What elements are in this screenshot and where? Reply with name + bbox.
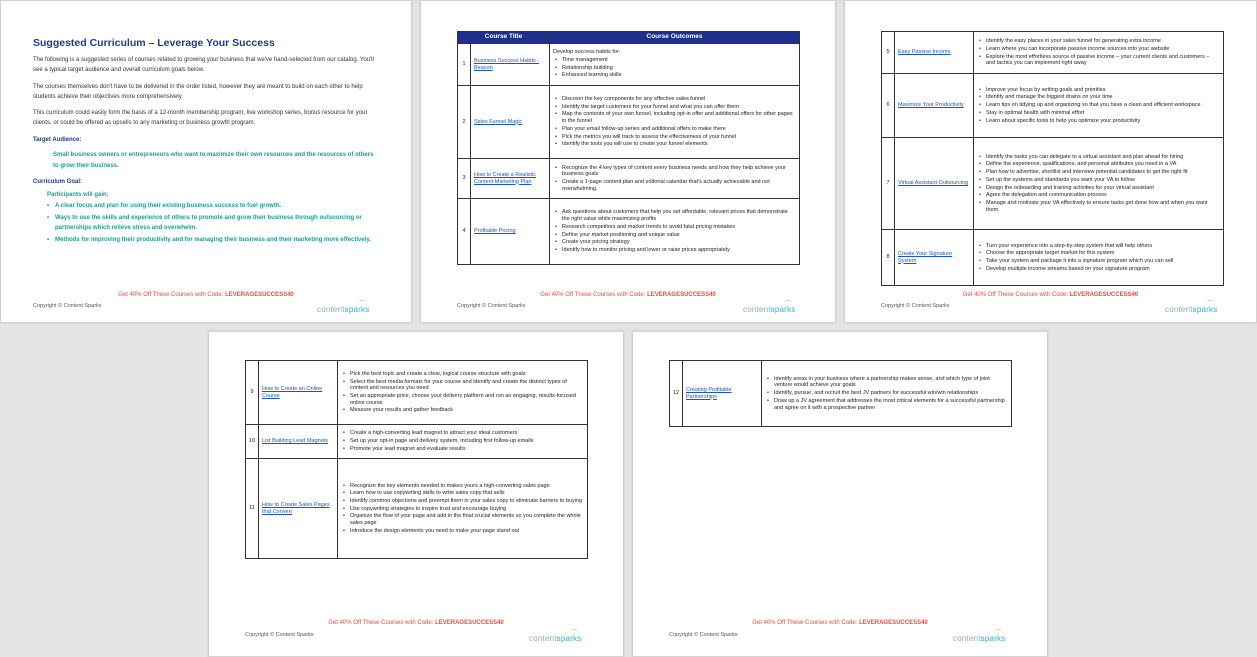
footer-text: sparks xyxy=(344,305,370,314)
outcome-item: • Identify areas in your business where a partnership makes sense, and which type of joint venture would achieve your goals xyxy=(765,376,1008,389)
course-outcomes xyxy=(974,32,1224,74)
content-sparks-logo xyxy=(529,634,581,643)
course-outcomes xyxy=(550,159,800,199)
course-outcomes xyxy=(550,44,800,86)
footer-text: sparks xyxy=(770,305,796,314)
outcome-item: • Research competitors and market trends to avoid fatal pricing mistakes xyxy=(553,224,796,231)
course-table xyxy=(669,360,1012,427)
course-title-link[interactable]: Create Your Signature System xyxy=(895,230,974,286)
course-number: 1 xyxy=(458,44,471,86)
outcome-item: • Map the contents of your own funnel, including opt-in offer and additional offers for other pages in the funnel xyxy=(553,111,796,124)
promo-code: LEVERAGESUCCESS40 xyxy=(435,620,504,626)
table-row xyxy=(458,159,800,199)
course-outcomes xyxy=(338,425,588,459)
promo-code: LEVERAGESUCCESS40 xyxy=(859,620,928,626)
outcome-item: • Enhanced learning skills xyxy=(553,72,796,79)
course-title-header: Course Title xyxy=(458,32,550,44)
spark-icon xyxy=(994,629,1002,633)
table-row xyxy=(882,74,1224,138)
course-title-link[interactable]: Profitable Pricing xyxy=(471,199,550,265)
goal-intro: Participants will gain: xyxy=(47,192,109,198)
course-number: 4 xyxy=(458,199,471,265)
footer-text: sparks xyxy=(980,634,1006,643)
copyright: Copyright © Content Sparks xyxy=(669,632,738,638)
outcome-item: • Introduce the design elements you need to make your page stand out xyxy=(341,528,584,535)
copyright: Copyright © Content Sparks xyxy=(245,632,314,638)
outcome-item: • Identify the tasks you can delegate to a virtual assistant and plan ahead for hiring xyxy=(977,154,1220,161)
course-title-link[interactable]: Maximize Your Productivity xyxy=(895,74,974,138)
course-title-link[interactable]: Easy Passive Income xyxy=(895,32,974,74)
course-outcomes xyxy=(974,138,1224,230)
outcome-item: • Learn how to use copywriting skills to write sales copy that sells xyxy=(341,490,584,497)
intro-paragraph-2: The courses themselves don't have to be delivered in the order listed, however they are meant to build on each other to help students achieve their objectives more comprehensively. xyxy=(33,84,363,100)
outcome-item: • Identify the target customers for your funnel and what you can offer them xyxy=(553,104,796,111)
curriculum-goal: • A clear focus and plan for using their existing business success to fuel growth. xyxy=(47,201,377,212)
curriculum-goal: • Methods for improving their productivity and for managing their business and their marketing more effectively. xyxy=(47,235,377,246)
table-row xyxy=(458,86,800,159)
outcome-item: • Promote your lead magnet and evaluate results xyxy=(341,446,584,453)
course-table xyxy=(245,360,588,559)
promo-footer xyxy=(209,620,623,626)
course-title-link[interactable]: Business Success Habits - Beacon xyxy=(471,44,550,86)
outcome-item: • Identify how to monitor pricing and lower or raise prices appropriately xyxy=(553,247,796,254)
footer-text: content xyxy=(1165,305,1193,314)
course-number: 8 xyxy=(882,230,895,286)
outcome-item: • Define your market positioning and unique value xyxy=(553,232,796,239)
promo-code: LEVERAGESUCCESS40 xyxy=(1069,292,1139,298)
promo-footer xyxy=(845,292,1256,298)
course-title-link[interactable]: Creating Profitable Partnerships xyxy=(683,361,762,427)
course-outcomes xyxy=(974,74,1224,138)
course-number: 2 xyxy=(458,86,471,159)
course-number: 7 xyxy=(882,138,895,230)
page-2 xyxy=(420,0,836,323)
footer-text: Get 40% Off These Courses with Code: xyxy=(540,292,646,298)
outcome-item: • Identify, pursue, and recruit the best JV partners for successful win/win relationships xyxy=(765,390,1008,397)
outcome-item: • Relationship building xyxy=(553,65,796,72)
course-outcomes xyxy=(974,230,1224,286)
page-5 xyxy=(632,331,1048,657)
footer-text: sparks xyxy=(556,634,582,643)
table-row xyxy=(458,199,800,265)
course-table xyxy=(457,31,800,265)
outcome-item: • Pick the metrics you will track to assess the effectiveness of your funnel xyxy=(553,134,796,141)
curriculum-goal-heading: Curriculum Goal: xyxy=(33,179,83,185)
outcome-item: • Recognize the 4 key types of content every business needs and how they help achieve your business goals xyxy=(553,165,796,178)
target-audience-text: Small business owners or entrepreneurs who want to maximize their own resources and the resources of others to grow their business. xyxy=(53,152,374,169)
promo-code: LEVERAGESUCCESS40 xyxy=(647,292,716,298)
promo-code: LEVERAGESUCCESS40 xyxy=(225,292,294,298)
content-sparks-logo xyxy=(953,634,1005,643)
course-outcomes xyxy=(762,361,1012,427)
course-number: 9 xyxy=(246,361,259,425)
outcomes-intro: Develop success habits for: xyxy=(553,49,621,56)
page-4 xyxy=(208,331,624,657)
footer-text: Get 40% Off These Courses with Code: xyxy=(752,620,858,626)
outcome-item: • Select the best media formats for your course and identify and create the distinct types of content and resources you need xyxy=(341,379,584,392)
course-number: 5 xyxy=(882,32,895,74)
course-outcomes xyxy=(550,86,800,159)
footer-text: content xyxy=(529,634,557,643)
footer-text: Get 40% Off These Courses with Code: xyxy=(328,620,434,626)
footer-text: Get 40% Off These Courses with Code: xyxy=(118,292,224,298)
copyright: Copyright © Content Sparks xyxy=(881,303,950,309)
curriculum-goal: • Ways to use the skills and experience of others to promote and grow their business through outsourcing or partnerships which relieve stress and overwhelm. xyxy=(47,213,377,234)
outcome-item: • Take your system and package it into a signature program which you can sell xyxy=(977,258,1220,265)
spark-icon xyxy=(570,629,578,633)
copyright: Copyright © Content Sparks xyxy=(33,303,102,309)
outcome-item: • Set up the systems and standards you want your VA to follow xyxy=(977,177,1220,184)
table-row xyxy=(882,138,1224,230)
outcome-item: • Set an appropriate price, choose your delivery platform and run an engaging, results-focused online course xyxy=(341,393,584,406)
page-1 xyxy=(0,0,412,323)
footer-text: content xyxy=(317,305,345,314)
course-outcomes xyxy=(338,361,588,425)
table-row xyxy=(670,361,1012,427)
course-title-link[interactable]: Sales Funnel Magic xyxy=(471,86,550,159)
table-row xyxy=(458,44,800,86)
outcome-item: • Ask questions about customers that help you set affordable, relevant prices that demonstrate the right value while maximizing profits xyxy=(553,209,796,222)
content-sparks-logo xyxy=(317,305,369,314)
outcome-item: • Stay in optimal health with minimal effort xyxy=(977,110,1220,117)
content-sparks-logo xyxy=(743,305,795,314)
promo-footer xyxy=(1,292,411,298)
course-number: 6 xyxy=(882,74,895,138)
outcome-item: • Turn your experience into a step-by-step system that will help others xyxy=(977,243,1220,250)
outcome-item: • Learn where you can incorporate passive income sources into your website xyxy=(977,46,1220,53)
course-table xyxy=(881,31,1224,286)
outcome-item: • Plan how to advertise, shortlist and interview potential candidates to get the right fit xyxy=(977,169,1220,176)
outcome-item: • Discover the key components for any effective sales funnel xyxy=(553,96,796,103)
footer-text: content xyxy=(743,305,771,314)
course-title-link[interactable]: List Building Lead Magnets xyxy=(259,425,338,459)
outcome-item: • Create a 1-page content plan and editorial calendar that's actually achievable and not overwhelming. xyxy=(553,179,796,192)
outcome-item: • Time management xyxy=(553,57,796,64)
outcome-item: • Measure your results and gather feedback xyxy=(341,407,584,414)
outcome-item: • Learn tips on tidying up and organizing so that you have a clean and efficient workspace xyxy=(977,102,1220,109)
outcome-item: • Identify and manage the biggest drains on your time xyxy=(977,94,1220,101)
outcome-item: • Organize the flow of your page and add in the final crucial elements so you complete the whole sales page xyxy=(341,513,584,526)
curriculum-goals-list xyxy=(47,201,377,246)
course-title-link[interactable]: How to Create an Online Course xyxy=(259,361,338,425)
table-row xyxy=(882,230,1224,286)
spark-icon xyxy=(358,300,366,304)
table-row xyxy=(246,425,588,459)
course-outcomes-header: Course Outcomes xyxy=(550,32,800,44)
outcome-item: • Create a high-converting lead magnet to attract your ideal customers xyxy=(341,430,584,437)
course-number: 3 xyxy=(458,159,471,199)
table-header-row xyxy=(458,32,800,44)
promo-footer xyxy=(633,620,1047,626)
course-number: 10 xyxy=(246,425,259,459)
footer-text: Get 40% Off These Courses with Code: xyxy=(962,292,1068,298)
page-3 xyxy=(844,0,1257,323)
outcome-item: • Manage and motivate your VA effectively to ensure tasks get done how and when you want them xyxy=(977,200,1220,213)
table-row xyxy=(246,361,588,425)
outcome-item: • Learn about specific tools to help you optimize your productivity xyxy=(977,118,1220,125)
course-title-link[interactable]: How to Create Sales Pages that Convert xyxy=(259,459,338,559)
content-sparks-logo xyxy=(1165,305,1217,314)
outcome-item: • Develop multiple income streams based on your signature program xyxy=(977,266,1220,273)
outcome-item: • Identify the tools you will use to create your funnel elements xyxy=(553,141,796,148)
footer-text: sparks xyxy=(1192,305,1218,314)
copyright: Copyright © Content Sparks xyxy=(457,303,526,309)
outcome-item: • Identify the easy places in your sales funnel for generating extra income xyxy=(977,38,1220,45)
course-outcomes xyxy=(550,199,800,265)
course-outcomes xyxy=(338,459,588,559)
outcome-item: • Pick the best topic and create a clear, logical course structure with goals xyxy=(341,371,584,378)
intro-paragraph-3: This curriculum could easily form the basis of a 12-month membership program, live workshop series, bonus resource for your clients, or could be offered as upsells to any marketing or business growth program. xyxy=(33,110,368,126)
page-title: Suggested Curriculum – Leverage Your Success xyxy=(33,37,275,49)
outcome-item: • Set up your opt-in page and delivery system, including first follow-up emails xyxy=(341,438,584,445)
outcome-item: • Draw up a JV agreement that addresses the most critical elements for a successful partnership and agree on it with a prospective partner xyxy=(765,398,1008,411)
footer-text: content xyxy=(953,634,981,643)
outcome-item: • Design the onboarding and training activities for your virtual assistant xyxy=(977,185,1220,192)
promo-footer xyxy=(421,292,835,298)
course-number: 11 xyxy=(246,459,259,559)
course-title-link[interactable]: How to Create a Realistic Content Marketing Plan xyxy=(471,159,550,199)
outcome-item: • Recognize the key elements needed to makes yours a high-converting sales page xyxy=(341,483,584,490)
course-title-link[interactable]: Virtual Assistant Outsourcing xyxy=(895,138,974,230)
outcome-item: • Create your pricing strategy xyxy=(553,239,796,246)
outcome-item: • Define the experience, qualifications, and personal attributes you need in a VA xyxy=(977,161,1220,168)
outcome-item: • Identify common objections and preempt them in your sales copy to eliminate barriers to buying xyxy=(341,498,584,505)
outcome-item: • Plan your email follow-up series and additional offers to make there xyxy=(553,126,796,133)
outcome-item: • Choose the appropriate target market for this system xyxy=(977,250,1220,257)
outcome-item: • Improve your focus by setting goals and priorities xyxy=(977,87,1220,94)
outcome-item: • Explore the most effortless source of passive income – your current clients and customers – and tactics you can implement right away xyxy=(977,54,1220,67)
table-row xyxy=(882,32,1224,74)
spark-icon xyxy=(784,300,792,304)
course-number: 12 xyxy=(670,361,683,427)
target-audience-heading: Target Audience: xyxy=(33,137,82,143)
outcome-item: • Agree the delegation and communication process xyxy=(977,192,1220,199)
spark-icon xyxy=(1206,300,1214,304)
intro-paragraph-1: The following is a suggested series of courses related to growing your business that we've hand-selected from our catalog. You'll see a typical target audience and overall curriculum goals below. xyxy=(33,57,374,73)
table-row xyxy=(246,459,588,559)
outcome-item: • Use copywriting strategies to inspire trust and encourage buying xyxy=(341,506,584,513)
